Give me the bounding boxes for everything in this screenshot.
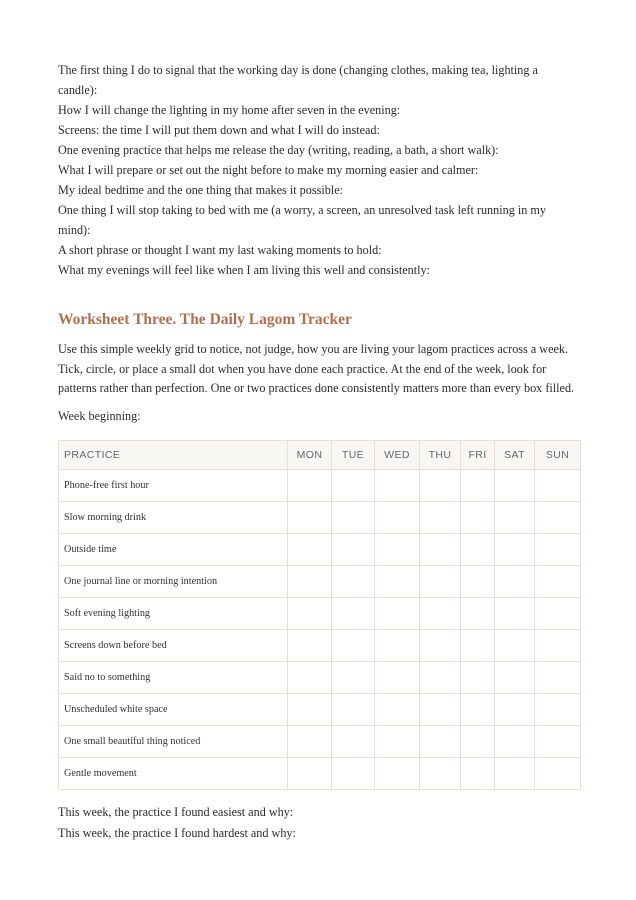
tracker-cell-wed[interactable] (375, 470, 420, 502)
tracker-header-row (59, 441, 581, 470)
tracker-row (59, 566, 581, 598)
tracker-cell-fri[interactable] (461, 726, 495, 758)
tracker-cell-fri[interactable] (461, 598, 495, 630)
lagom-tracker-table (58, 440, 581, 790)
day-header-wed: WED (375, 441, 420, 470)
tracker-cell-wed[interactable] (375, 566, 420, 598)
tracker-cell-tue[interactable] (332, 630, 375, 662)
practice-name: Screens down before bed (59, 630, 288, 662)
tracker-cell-thu[interactable] (420, 470, 461, 502)
practice-name: One journal line or morning intention (59, 566, 288, 598)
prompt-line: What I will prepare or set out the night before to make my morning easier and calmer: (58, 163, 479, 177)
reflection-easiest: This week, the practice I found easiest and why: (58, 805, 294, 819)
practice-name: Phone-free first hour (59, 470, 288, 502)
evening-prompts (58, 60, 580, 280)
tracker-cell-sat[interactable] (495, 726, 535, 758)
tracker-cell-sun[interactable] (535, 694, 581, 726)
tracker-row (59, 726, 581, 758)
tracker-row (59, 502, 581, 534)
practice-column-header: PRACTICE (59, 441, 288, 470)
tracker-row (59, 662, 581, 694)
tracker-cell-thu[interactable] (420, 726, 461, 758)
tracker-cell-sun[interactable] (535, 566, 581, 598)
tracker-cell-sat[interactable] (495, 502, 535, 534)
tracker-cell-sat[interactable] (495, 630, 535, 662)
tracker-cell-wed[interactable] (375, 502, 420, 534)
tracker-cell-fri[interactable] (461, 502, 495, 534)
tracker-cell-thu[interactable] (420, 662, 461, 694)
practice-name: Unscheduled white space (59, 694, 288, 726)
prompt-line: What my evenings will feel like when I am living this well and consistently: (58, 263, 430, 277)
tracker-cell-tue[interactable] (332, 726, 375, 758)
tracker-cell-mon[interactable] (288, 726, 332, 758)
tracker-cell-sun[interactable] (535, 502, 581, 534)
prompt-line: One evening practice that helps me release the day (writing, reading, a bath, a short walk): (58, 143, 499, 157)
tracker-body (59, 470, 581, 790)
tracker-cell-mon[interactable] (288, 662, 332, 694)
prompt-line: One thing I will stop taking to bed with me (a worry, a screen, an unresolved task left running in my mind): (58, 203, 546, 237)
tracker-cell-mon[interactable] (288, 470, 332, 502)
tracker-cell-wed[interactable] (375, 694, 420, 726)
tracker-cell-sat[interactable] (495, 566, 535, 598)
weekly-reflection (58, 802, 580, 844)
practice-name: Slow morning drink (59, 502, 288, 534)
day-header-thu: THU (420, 441, 461, 470)
document-page (58, 60, 580, 844)
tracker-cell-tue[interactable] (332, 534, 375, 566)
tracker-cell-sun[interactable] (535, 726, 581, 758)
tracker-row (59, 630, 581, 662)
tracker-cell-sat[interactable] (495, 534, 535, 566)
practice-name: One small beautiful thing noticed (59, 726, 288, 758)
tracker-cell-fri[interactable] (461, 630, 495, 662)
tracker-cell-tue[interactable] (332, 502, 375, 534)
day-header-mon: MON (288, 441, 332, 470)
tracker-cell-mon[interactable] (288, 694, 332, 726)
day-header-tue: TUE (332, 441, 375, 470)
day-header-fri: FRI (461, 441, 495, 470)
tracker-cell-mon[interactable] (288, 566, 332, 598)
tracker-cell-sun[interactable] (535, 630, 581, 662)
tracker-cell-wed[interactable] (375, 630, 420, 662)
tracker-cell-sun[interactable] (535, 470, 581, 502)
tracker-cell-fri[interactable] (461, 534, 495, 566)
tracker-cell-mon[interactable] (288, 502, 332, 534)
tracker-cell-sun[interactable] (535, 534, 581, 566)
prompt-line: A short phrase or thought I want my last waking moments to hold: (58, 243, 382, 257)
day-header-sat: SAT (495, 441, 535, 470)
tracker-row (59, 758, 581, 790)
day-header-sun: SUN (535, 441, 581, 470)
prompt-line: My ideal bedtime and the one thing that makes it possible: (58, 183, 343, 197)
tracker-row (59, 694, 581, 726)
tracker-cell-thu[interactable] (420, 566, 461, 598)
week-beginning-label: Week beginning: (58, 408, 141, 423)
tracker-row (59, 470, 581, 502)
tracker-cell-mon[interactable] (288, 630, 332, 662)
tracker-cell-fri[interactable] (461, 694, 495, 726)
tracker-cell-tue[interactable] (332, 470, 375, 502)
reflection-hardest: This week, the practice I found hardest and why: (58, 826, 296, 840)
prompt-line: The first thing I do to signal that the working day is done (changing clothes, making tea, lighting a candle): (58, 63, 538, 97)
tracker-cell-thu[interactable] (420, 758, 461, 790)
tracker-cell-wed[interactable] (375, 598, 420, 630)
tracker-cell-mon[interactable] (288, 598, 332, 630)
tracker-cell-wed[interactable] (375, 662, 420, 694)
tracker-cell-wed[interactable] (375, 534, 420, 566)
tracker-cell-sun[interactable] (535, 662, 581, 694)
tracker-cell-mon[interactable] (288, 758, 332, 790)
tracker-cell-tue[interactable] (332, 598, 375, 630)
tracker-cell-sat[interactable] (495, 470, 535, 502)
tracker-cell-thu[interactable] (420, 534, 461, 566)
practice-name: Gentle movement (59, 758, 288, 790)
tracker-cell-mon[interactable] (288, 534, 332, 566)
practice-name: Soft evening lighting (59, 598, 288, 630)
tracker-cell-sat[interactable] (495, 694, 535, 726)
worksheet-title: Worksheet Three. The Daily Lagom Tracker (58, 311, 352, 328)
tracker-cell-fri[interactable] (461, 758, 495, 790)
tracker-row (59, 598, 581, 630)
tracker-cell-wed[interactable] (375, 758, 420, 790)
tracker-row (59, 534, 581, 566)
tracker-cell-sun[interactable] (535, 598, 581, 630)
tracker-cell-sat[interactable] (495, 662, 535, 694)
tracker-cell-fri[interactable] (461, 566, 495, 598)
practice-name: Outside time (59, 534, 288, 566)
tracker-cell-sat[interactable] (495, 758, 535, 790)
tracker-cell-tue[interactable] (332, 566, 375, 598)
tracker-cell-fri[interactable] (461, 662, 495, 694)
tracker-cell-tue[interactable] (332, 758, 375, 790)
tracker-cell-tue[interactable] (332, 694, 375, 726)
prompt-line: Screens: the time I will put them down and what I will do instead: (58, 123, 380, 137)
tracker-cell-sat[interactable] (495, 598, 535, 630)
tracker-cell-sun[interactable] (535, 758, 581, 790)
tracker-cell-fri[interactable] (461, 470, 495, 502)
tracker-cell-tue[interactable] (332, 662, 375, 694)
tracker-cell-thu[interactable] (420, 502, 461, 534)
worksheet-intro: Use this simple weekly grid to notice, not judge, how you are living your lagom practices across a week. Tick, circle, or place a small dot when you have done each practice. At the end of the week, look for patterns rather than perfection. One or two practices done consistently matters more than every box filled. (58, 342, 575, 395)
prompt-line: How I will change the lighting in my home after seven in the evening: (58, 103, 401, 117)
tracker-cell-wed[interactable] (375, 726, 420, 758)
tracker-cell-thu[interactable] (420, 598, 461, 630)
practice-name: Said no to something (59, 662, 288, 694)
tracker-cell-thu[interactable] (420, 694, 461, 726)
tracker-cell-thu[interactable] (420, 630, 461, 662)
